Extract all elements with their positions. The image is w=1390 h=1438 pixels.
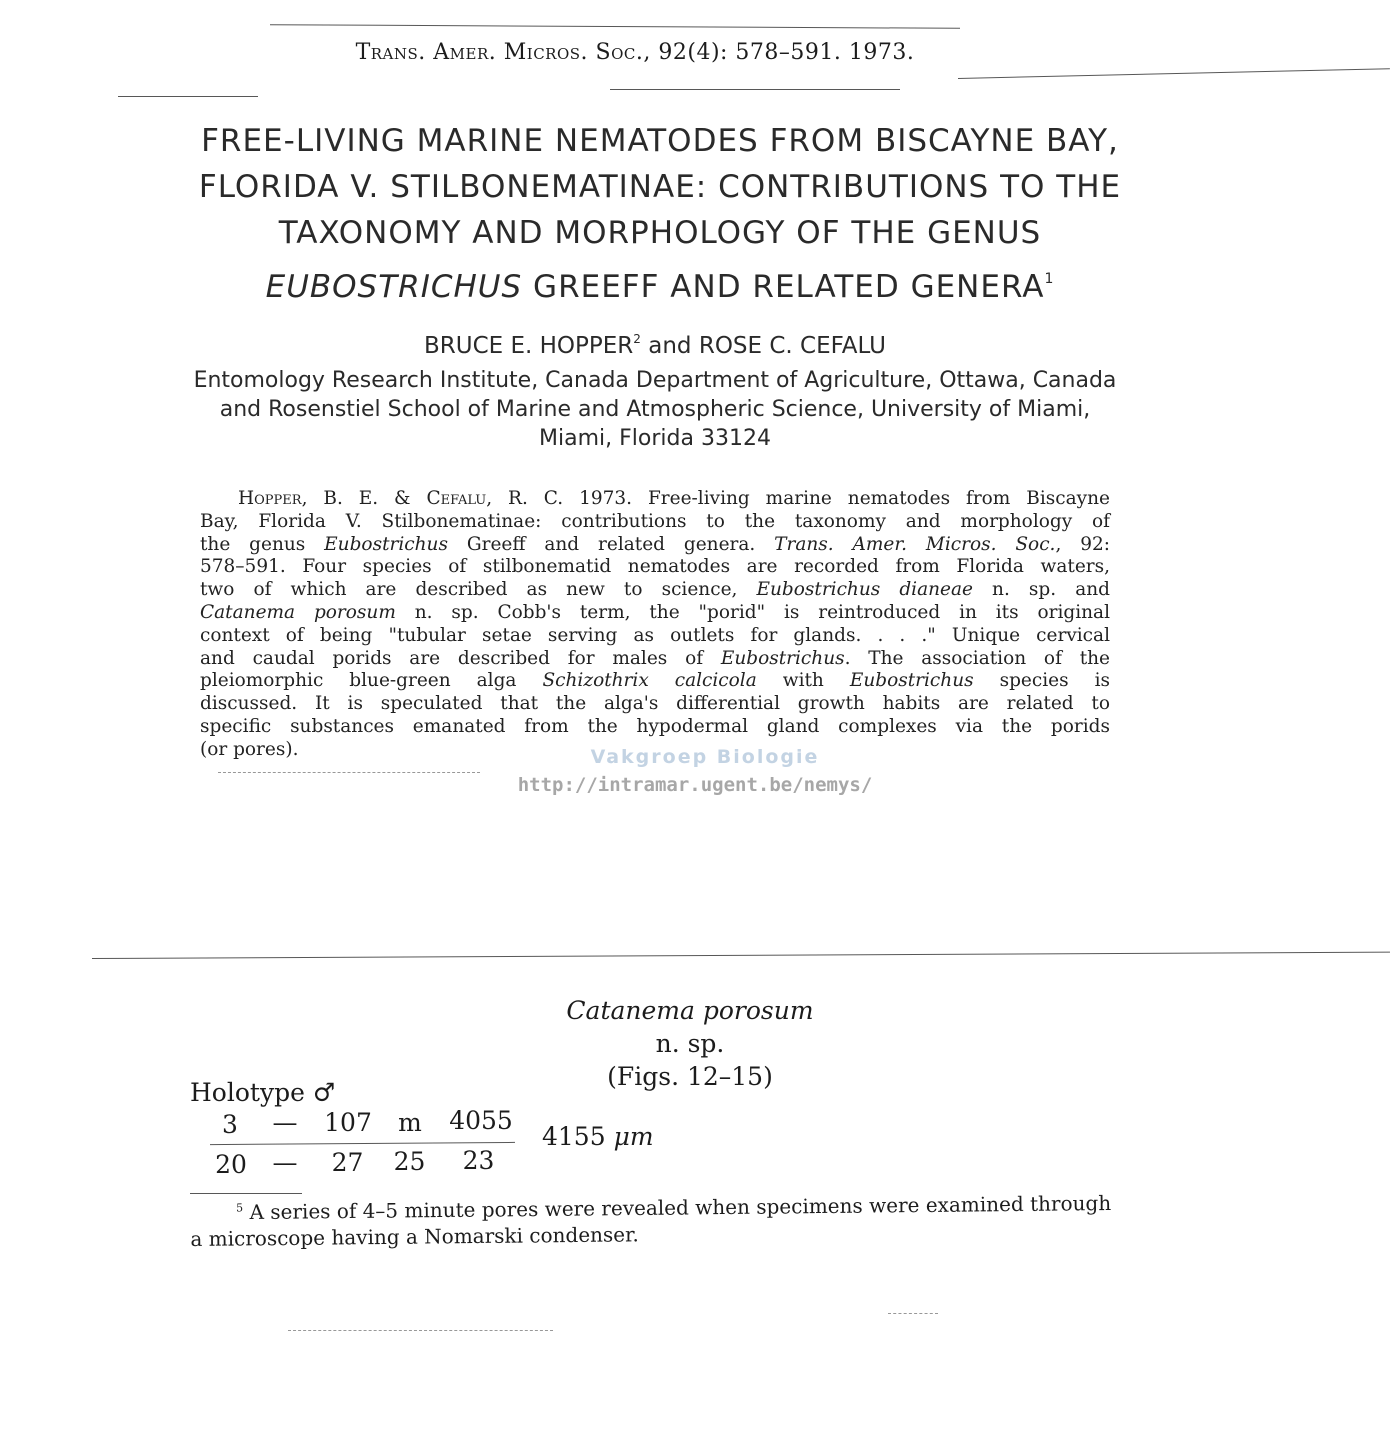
abstract-text: pleiomorphic blue-green alga [200, 670, 543, 692]
formula-total-length [542, 1122, 654, 1151]
abstract-italic: Trans. Amer. Micros. Soc. [774, 533, 1056, 555]
abstract-text: n. sp. Cobb's term, the "porid" is reintroduced in its original [395, 601, 1110, 623]
title-footnote-mark: 1 [1044, 271, 1055, 287]
abstract-line [200, 602, 1110, 625]
abstract-line: (or pores). [200, 738, 299, 760]
formula-numerator-value: — [272, 1108, 298, 1137]
formula-numerator-value: 4055 [449, 1106, 513, 1135]
title-line-4 [140, 256, 1180, 310]
formula-numerator-value: m [398, 1108, 422, 1137]
title-line-4-rest: GREEFF AND RELATED GENERA [522, 269, 1045, 305]
abstract-line: context of being "tubular setae serving as outlets for glands. . . ." Unique cervical [200, 624, 1110, 646]
footnote-mark: 5 [236, 1201, 244, 1215]
species-name-suffix: n. sp. [655, 1029, 725, 1058]
abstract-italic: Catanema porosum [200, 601, 396, 623]
abstract-italic: Eubostrichus dianeae [756, 579, 973, 601]
holotype-label: Holotype ♂ [190, 1078, 336, 1107]
abstract-italic: Eubostrichus [849, 670, 974, 692]
abstract-line [200, 648, 1110, 671]
species-heading [420, 994, 960, 1093]
abstract-line [200, 534, 1110, 557]
title-line-2: FLORIDA V. STILBONEMATINAE: CONTRIBUTIONS TO THE [198, 169, 1122, 205]
author-line [150, 332, 1160, 359]
abstract-text: 1973. Free-living marine nematodes from Biscayne [563, 488, 1110, 509]
scan-edge-dash-abstract [218, 772, 480, 773]
species-name [420, 994, 960, 1060]
abstract-text: Greeff and related genera. [447, 533, 775, 555]
formula-numerator-value: 107 [324, 1108, 372, 1137]
watermark-label: Vakgroep Biologie [590, 746, 820, 768]
formula-denominator-value: 25 [393, 1147, 426, 1176]
title-line-3: TAXONOMY AND MORPHOLOGY OF THE GENUS [278, 215, 1042, 251]
formula-total-unit: μm [613, 1122, 654, 1151]
abstract-text: two of which are described as new to science, [200, 579, 757, 601]
scan-edge-rule-top [270, 24, 960, 29]
footnote-text: A series of 4–5 minute pores were revealed when specimens were examined through [243, 1191, 1112, 1225]
abstract-line [200, 488, 1110, 511]
watermark-url: http://intramar.ugent.be/nemys/ [517, 774, 873, 796]
author-1-footnote-mark: 2 [633, 332, 641, 346]
scan-edge-dash-lower-right [888, 1313, 938, 1314]
abstract-line: 578–591. Four species of stilbonematid nematodes are recorded from Florida waters, [200, 556, 1110, 578]
journal-citation-header: Trans. Amer. Micros. Soc., 92(4): 578–591. 1973. [355, 40, 915, 65]
article-title [140, 118, 1180, 310]
abstract-text: and caudal porids are described for males of [200, 647, 721, 669]
footnote-separator [190, 1193, 302, 1194]
formula-denominator-value: 27 [331, 1148, 364, 1177]
formula-total-value: 4155 [542, 1122, 606, 1151]
scan-edge-rule-upper-left [118, 96, 258, 97]
abstract-line [200, 670, 1110, 693]
footnote-line: a microscope having a Nomarski condenser. [190, 1221, 639, 1251]
species-figures-ref: (Figs. 12–15) [607, 1062, 773, 1091]
scan-edge-dash-lower-left [288, 1330, 553, 1331]
author-1: BRUCE E. HOPPER [423, 333, 634, 359]
scan-edge-rule-middle [92, 952, 1390, 959]
author-2: ROSE C. CEFALU [698, 333, 886, 359]
abstract-italic: Eubostrichus [720, 647, 845, 669]
title-genus-italic: EUBOSTRICHUS [265, 269, 523, 305]
affiliation-line-1: Entomology Research Institute, Canada Department of Agriculture, Ottawa, Canada [193, 368, 1117, 393]
formula-fraction-bar [210, 1142, 515, 1145]
abstract-italic: Schizothrix calcicola [542, 670, 757, 692]
abstract-line: specific substances emanated from the hypodermal gland complexes via the porids [200, 715, 1110, 737]
formula-numerator-value: 3 [222, 1110, 238, 1139]
title-line-1: FREE-LIVING MARINE NEMATODES FROM BISCAYNE BAY, [201, 123, 1119, 159]
affiliation-line-3: Miami, Florida 33124 [539, 426, 771, 451]
abstract-citation-authors: Hopper, B. E. & Cefalu, R. C. [238, 488, 564, 509]
author-conjunction: and [640, 333, 699, 359]
abstract-italic: Eubostrichus [324, 533, 448, 555]
formula-denominator-value: — [272, 1148, 298, 1177]
abstract-line [200, 579, 1110, 602]
abstract-text: species is [973, 670, 1110, 692]
formula-denominator-value: 20 [215, 1150, 247, 1179]
abstract-text: n. sp. and [972, 579, 1110, 601]
abstract-text: the genus [200, 533, 325, 555]
abstract-line: Bay, Florida V. Stilbonematinae: contributions to the taxonomy and morphology of [200, 510, 1110, 532]
abstract-line: discussed. It is speculated that the alga's differential growth habits are related to [200, 693, 1110, 715]
abstract-paragraph [200, 488, 1110, 762]
affiliation-block [150, 366, 1160, 453]
abstract-text: with [756, 670, 850, 692]
affiliation-line-2: and Rosenstiel School of Marine and Atmospheric Science, University of Miami, [219, 397, 1091, 422]
species-name-italic: Catanema porosum [566, 996, 814, 1025]
abstract-text: . The association of the [844, 647, 1110, 669]
formula-denominator-value: 23 [462, 1146, 495, 1175]
footnote [190, 1185, 1206, 1251]
abstract-text: , 92: [1055, 533, 1110, 555]
scan-edge-rule-upper-mid [610, 89, 900, 90]
scan-edge-rule-upper-right [958, 68, 1390, 79]
